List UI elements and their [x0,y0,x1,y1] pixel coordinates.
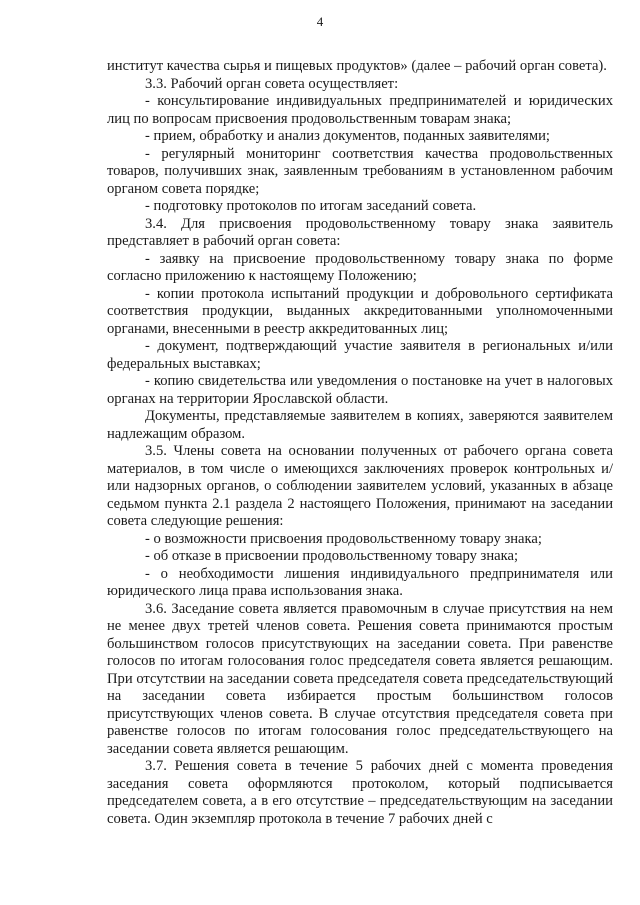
list-item-refusal-decision: - об отказе в присвоении продовольственному товару знака; [145,548,519,564]
list-item-consulting: - консультирование индивидуальных предпринимателей и юридических лиц по вопросам присвоения продовольственным товарам знака; [107,93,613,127]
paragraph-3-4-heading: 3.4. Для присвоения продовольственному товару знака заявитель представляет в рабочий орган совета: [107,215,613,249]
paragraph-copies-certification: Документы, представляемые заявителем в копиях, заверяются заявителем надлежащим образом. [107,408,613,442]
list-item-test-protocols: - копии протокола испытаний продукции и добровольного сертификата соответствия продукции, выданных аккредитованными уполномоченными органами, внесенными в реестр аккредитованных лиц; [107,285,613,337]
paragraph-3-6: 3.6. Заседание совета является правомочным в случае присутствия на нем не менее двух третей членов совета. Решения совета принимаются простым большинством голосов присутствующих на заседании совета. При равенстве голосов по итогам голосования голос председателя совета является решающим. При отсутствии на заседании совета председателя совета председательствующий на заседании совета избирается простым большинством голосов присутствующих членов совета. В случае отсутствия председателя совета при равенстве голосов по итогам голосования голос председательствующего на заседании совета является решающим. [107,600,613,757]
paragraph-3-3-heading: 3.3. Рабочий орган совета осуществляет: [145,75,399,92]
page-number: 4 [316,14,324,29]
paragraph-3-5: 3.5. Члены совета на основании полученных от рабочего органа совета материалов, в том числе о имеющихся заключениях проверок контрольных и/или надзорных органов, о соблюдении заявителем условий, указанных в абзаце седьмом пункта 2.1 раздела 2 настоящего Положения, принимают на заседании совета следующие решения: [107,443,613,529]
document-body [107,58,613,828]
list-item-tax-certificate: - копию свидетельства или уведомления о постановке на учет в налоговых органах на территории Ярославской области. [107,373,613,407]
paragraph-3-7: 3.7. Решения совета в течение 5 рабочих дней с момента проведения заседания совета оформляются протоколом, который подписывается председателем совета, а в его отсутствие – председательствующим на заседании совета. Один экземпляр протокола в течение 7 рабочих дней с [107,758,613,827]
list-item-revocation-decision: - о необходимости лишения индивидуального предпринимателя или юридического лица права использования знака. [107,565,613,599]
paragraph-intro-continuation: институт качества сырья и пищевых продуктов» (далее – рабочий орган совета). [107,58,607,74]
list-item-protocols: - подготовку протоколов по итогам заседаний совета. [145,198,477,214]
list-item-monitoring: - регулярный мониторинг соответствия качества продовольственных товаров, получивших знак, заявленным требованиям в установленном рабочим органом совета порядке; [107,145,613,197]
list-item-exhibition-proof: - документ, подтверждающий участие заявителя в региональных и/или федеральных выставках; [107,338,613,372]
list-item-application: - заявку на присвоение продовольственному товару знака по форме согласно приложению к настоящему Положению; [107,250,613,284]
list-item-grant-decision: - о возможности присвоения продовольственному товару знака; [145,530,542,547]
list-item-document-intake: - прием, обработку и анализ документов, поданных заявителями; [145,128,550,144]
